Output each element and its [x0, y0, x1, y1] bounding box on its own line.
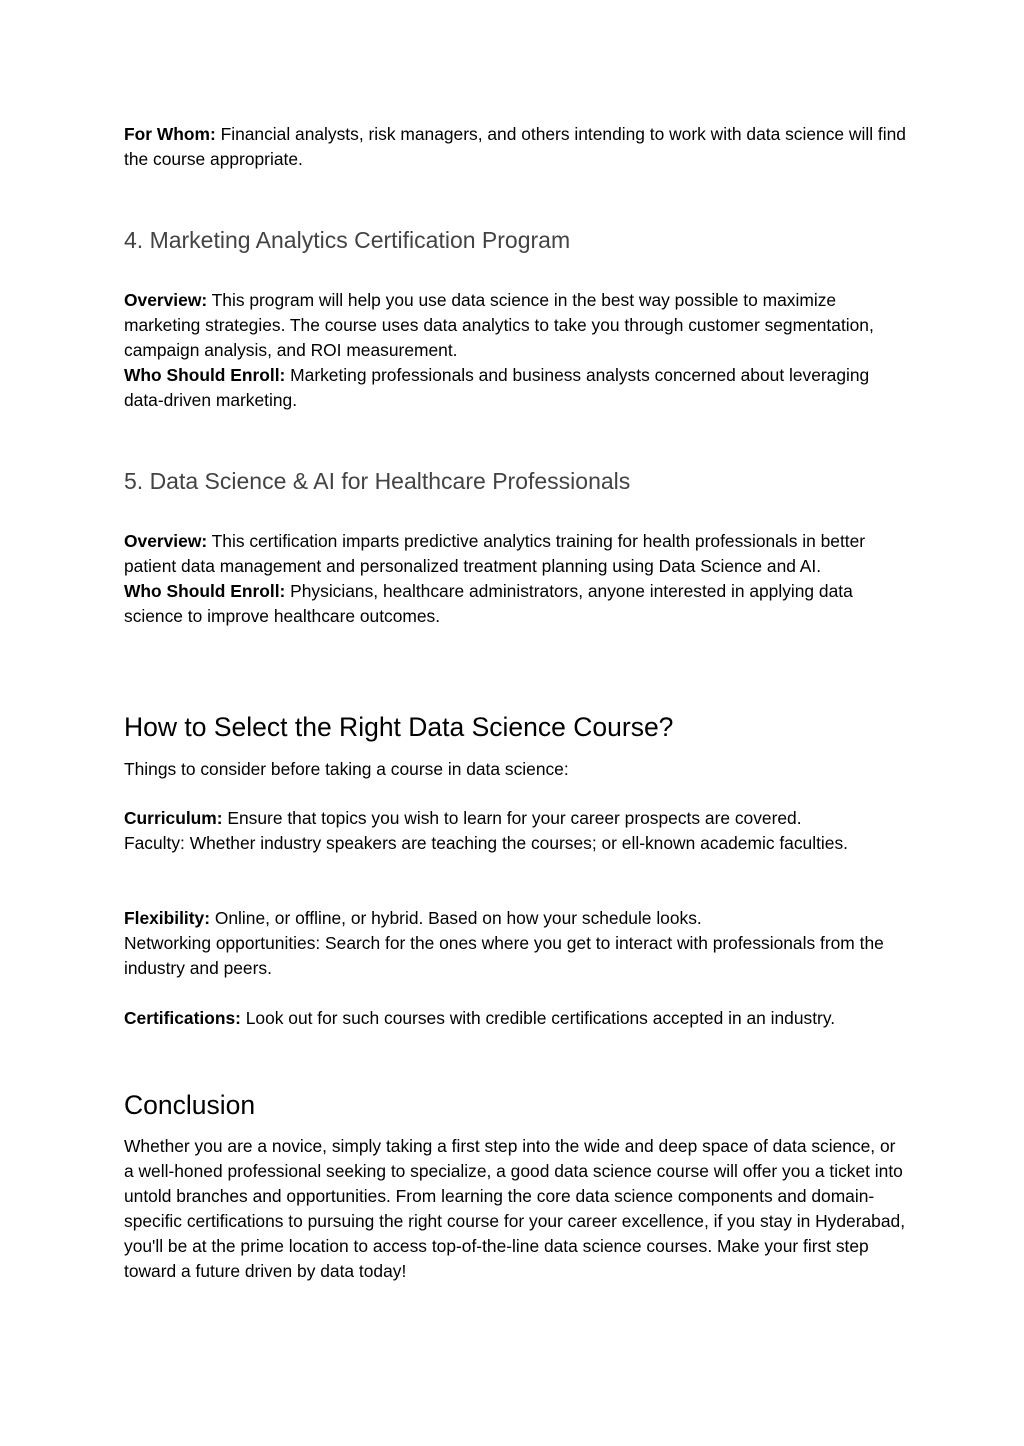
overview-label: Overview:: [124, 531, 208, 551]
flexibility-text: Online, or offline, or hybrid. Based on how your schedule looks.: [210, 908, 702, 928]
section-4-heading: 4. Marketing Analytics Certification Program: [124, 227, 571, 253]
for-whom-text: Financial analysts, risk managers, and others intending to work with data science will find the course appropriate.: [124, 124, 906, 169]
flexibility-label: Flexibility:: [124, 908, 211, 928]
networking-text: Networking opportunities: Search for the ones where you get to interact with professionals from the industry and peers.: [124, 933, 884, 978]
conclusion-text: Whether you are a novice, simply taking a first step into the wide and deep space of data science, or a well-honed professional seeking to specialize, a good data science course will offer you a ticket into untold branches and opportunities. From learning the core data science components and domain-specific certifications to pursuing the right course for your career excellence, if you stay in Hyderabad, you'll be at the prime location to access top-of-the-line data science courses. Make your first step toward a future driven by data today!: [124, 1136, 906, 1281]
section-5-enroll: [124, 579, 909, 629]
select-course-heading: How to Select the Right Data Science Course?: [124, 712, 674, 742]
certifications-label: Certifications:: [124, 1008, 241, 1028]
section-5-overview: [124, 529, 909, 579]
select-intro: Things to consider before taking a course in data science:: [124, 759, 569, 779]
for-whom-paragraph: [124, 122, 909, 172]
section-4-overview: [124, 288, 909, 363]
for-whom-label: For Whom:: [124, 124, 216, 144]
curriculum-paragraph: [124, 806, 909, 856]
overview-text: This certification imparts predictive analytics training for health professionals in better patient data management and personalized treatment planning using Data Science and AI.: [124, 531, 866, 576]
enroll-label: Who Should Enroll:: [124, 365, 286, 385]
faculty-text: Faculty: Whether industry speakers are teaching the courses; or ell-known academic faculties.: [124, 833, 848, 853]
section-4-body: [124, 288, 909, 413]
overview-label: Overview:: [124, 290, 208, 310]
certifications-text: Look out for such courses with credible certifications accepted in an industry.: [240, 1008, 836, 1028]
enroll-label: Who Should Enroll:: [124, 581, 286, 601]
section-4-enroll: [124, 363, 909, 413]
curriculum-label: Curriculum:: [124, 808, 223, 828]
conclusion-heading: Conclusion: [124, 1090, 256, 1120]
enroll-text: Marketing professionals and business analysts concerned about leveraging data-driven marketing.: [124, 365, 870, 410]
enroll-text: Physicians, healthcare administrators, anyone interested in applying data science to improve healthcare outcomes.: [124, 581, 853, 626]
flexibility-line: [124, 906, 909, 931]
section-5-heading: 5. Data Science & AI for Healthcare Professionals: [124, 468, 631, 494]
overview-text: This program will help you use data science in the best way possible to maximize marketing strategies. The course uses data analytics to take you through customer segmentation, campaign analysis, and ROI measurement.: [124, 290, 874, 360]
section-5-body: [124, 529, 909, 629]
flexibility-paragraph: [124, 906, 909, 981]
curriculum-line: [124, 806, 909, 831]
curriculum-text: Ensure that topics you wish to learn for your career prospects are covered.: [222, 808, 802, 828]
certifications-paragraph: [124, 1006, 909, 1031]
